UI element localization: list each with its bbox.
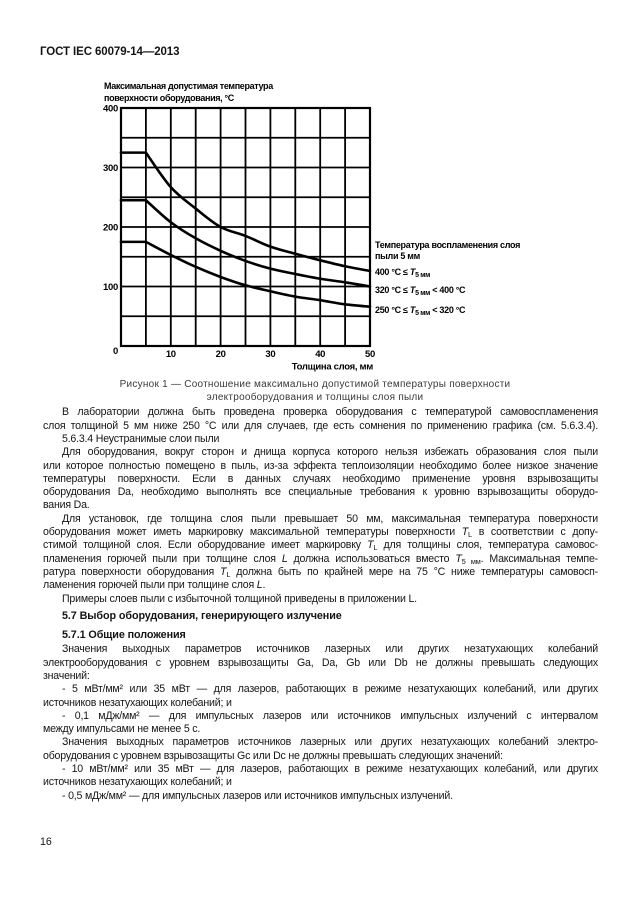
- subscript: L: [373, 543, 378, 553]
- x-tick-label: 20: [215, 349, 226, 360]
- legend-item-text: 320 °C ≤: [375, 285, 410, 295]
- x-tick-label: 30: [265, 349, 276, 360]
- text-segment: ратура поверхности оборудования: [43, 565, 221, 578]
- x-tick-label: 40: [315, 349, 326, 360]
- text-line: Для оборудования, вокруг сторон и днища корпуса которого нельзя избежать образования слоя пыли: [62, 446, 598, 459]
- legend-item-text: 250 °C ≤: [375, 305, 410, 315]
- text-segment: стимой толщиной слоя. Если оборудование имеет маркировку: [43, 539, 368, 552]
- section-title-5-7: 5.7 Выбор оборудования, генерирующего излучение: [62, 610, 342, 623]
- body-text-block-a: [43, 406, 598, 605]
- symbol-t: T: [461, 526, 468, 539]
- subscript: L: [468, 530, 472, 540]
- figure-caption: [0, 378, 630, 404]
- figure-caption-line-1: Рисунок 1 — Соотношение максимально допустимой температуры поверхности: [119, 379, 511, 390]
- text-line: Значения выходных параметров источников лазерных или других незатухающих колебаний: [62, 643, 598, 656]
- chart-legend: [375, 240, 525, 317]
- document-header-id: ГОСТ IEC 60079-14—2013: [40, 46, 180, 58]
- text-segment: .: [262, 579, 266, 592]
- list-item: - 0,1 мДж/мм² — для импульсных лазеров или источников импульсных излучений с интервалом: [62, 709, 598, 722]
- symbol-l: L: [281, 552, 288, 565]
- legend-subscript: 5 мм: [415, 272, 431, 279]
- legend-title: [375, 240, 525, 261]
- legend-item-text: < 400 °C: [430, 285, 466, 295]
- text-line: между импульсами не менее 5 с.: [43, 723, 201, 736]
- text-line: источников незатухающих колебаний; и: [43, 696, 232, 709]
- text-line: или которое полностью помещено в пыль, из-за эффекта теплоизоляции необходимо более низкое значение: [43, 459, 598, 472]
- text-line: Значения выходных параметров источников лазерных или других незатухающих колебаний электро-: [62, 736, 598, 749]
- legend-title-line-1: Температура воспламенения слоя: [375, 240, 521, 250]
- legend-item-400: [375, 267, 430, 281]
- text-segment: ламенения горючей пыли при толщине слоя: [43, 579, 257, 592]
- x-tick-label: 10: [165, 349, 176, 360]
- legend-item-320: [375, 285, 465, 299]
- list-item: - 0,5 мДж/мм² — для импульсных лазеров или источников импульсных излучений.: [62, 789, 453, 802]
- y-tick-label: 100: [103, 282, 118, 293]
- text-line: электрооборудования с уровнем взрывозащиты Ga, Da, Gb или Db не должны превышать следующих: [43, 656, 598, 669]
- subsection-title-5-6-3-4: 5.6.3.4 Неустранимые слои пыли: [62, 432, 220, 445]
- text-segment: для толщины слоя, температура самовос-: [377, 539, 598, 552]
- legend-symbol-t: T: [409, 285, 416, 295]
- text-line: слоя толщиной 5 мм ниже 250 °C или для случаев, где есть сомнения по применению графика (см. 5.6.3.4).: [43, 419, 598, 432]
- text-segment: . Максимальная темпе-: [480, 552, 598, 565]
- text-segment: пламенения горючей пыли при толщине слоя: [43, 552, 282, 565]
- page-number: 16: [40, 836, 52, 848]
- legend-symbol-t: T: [409, 267, 416, 277]
- legend-item-text: < 320 °C: [430, 305, 466, 315]
- figure-caption-line-2: электрооборудования и толщины слоя пыли: [206, 392, 424, 403]
- text-line: В лаборатории должна быть проведена проверка оборудования с температурой самовоспламенения: [62, 406, 598, 419]
- text-line: [43, 539, 598, 552]
- symbol-t: T: [455, 552, 462, 565]
- text-segment: оборудования может иметь маркировку максимальной температуры поверхности: [43, 526, 462, 539]
- list-item: - 10 мВт/мм² или 35 мВт — для лазеров, работающих в режиме незатухающих колебаний, или других: [62, 763, 598, 776]
- text-line: оборудования с уровнем взрывозащиты Gc или Dc не должны превышать следующих значений:: [43, 749, 503, 762]
- text-line: вания Da.: [43, 499, 90, 512]
- text-line: температуры поверхности. Если в данных случаях необходимо применение уровня взрывозащиты: [43, 472, 598, 485]
- legend-title-line-2: пыли 5 мм: [375, 250, 420, 261]
- legend-subscript: 5 мм: [415, 310, 431, 317]
- text-line: значений:: [43, 669, 90, 682]
- text-line: Примеры слоев пыли с избыточной толщиной приведены в приложении L.: [62, 592, 417, 605]
- symbol-l: L: [256, 579, 263, 592]
- legend-item-text: 400 °C ≤: [375, 267, 410, 277]
- chart-plot: [0, 0, 630, 380]
- text-line: [43, 579, 598, 592]
- section-title-5-7-1: 5.7.1 Общие положения: [62, 629, 186, 642]
- text-line: источников незатухающих колебаний; и: [43, 776, 232, 789]
- legend-symbol-t: T: [409, 305, 416, 315]
- text-line: [43, 526, 598, 539]
- chart-x-axis-title: Толщина слоя, мм: [291, 361, 373, 373]
- list-item: - 5 мВт/мм² или 35 мВт — для лазеров, работающих в режиме незатухающих колебаний, или других: [62, 683, 598, 696]
- text-line: [43, 566, 598, 579]
- legend-subscript: 5 мм: [415, 290, 431, 297]
- text-segment: должна быть по крайней мере на 75 °C ниже температуры самовосп-: [230, 565, 598, 578]
- subscript: 5 мм: [461, 556, 481, 566]
- chart-y-axis-title-line-1: Максимальная допустимая температура: [104, 81, 273, 91]
- y-tick-label: 300: [103, 163, 118, 174]
- legend-item-250: [375, 305, 465, 319]
- chart-y-axis-title-line-2: поверхности оборудования, °С: [104, 92, 234, 103]
- y-tick-label: 0: [113, 346, 118, 357]
- subscript: L: [226, 569, 231, 579]
- text-line: Для установок, где толщина слоя пыли превышает 50 мм, максимальная температура поверхности: [62, 512, 598, 525]
- text-line: оборудования Da, необходимо выполнять все специальные требования к уровню взрывозащиты оборудо-: [43, 486, 598, 499]
- symbol-t: T: [367, 539, 374, 552]
- chart-grid: [121, 108, 370, 346]
- text-segment: в соответствии с допу-: [471, 526, 598, 539]
- body-text-block-b: [43, 643, 598, 803]
- text-line: [43, 553, 598, 566]
- x-tick-label: 50: [365, 349, 375, 360]
- y-tick-label: 400: [103, 103, 118, 115]
- symbol-t: T: [220, 565, 227, 578]
- y-tick-label: 200: [103, 222, 118, 234]
- chart-tick-labels: [103, 104, 375, 361]
- text-segment: должна использоваться вместо: [287, 552, 456, 565]
